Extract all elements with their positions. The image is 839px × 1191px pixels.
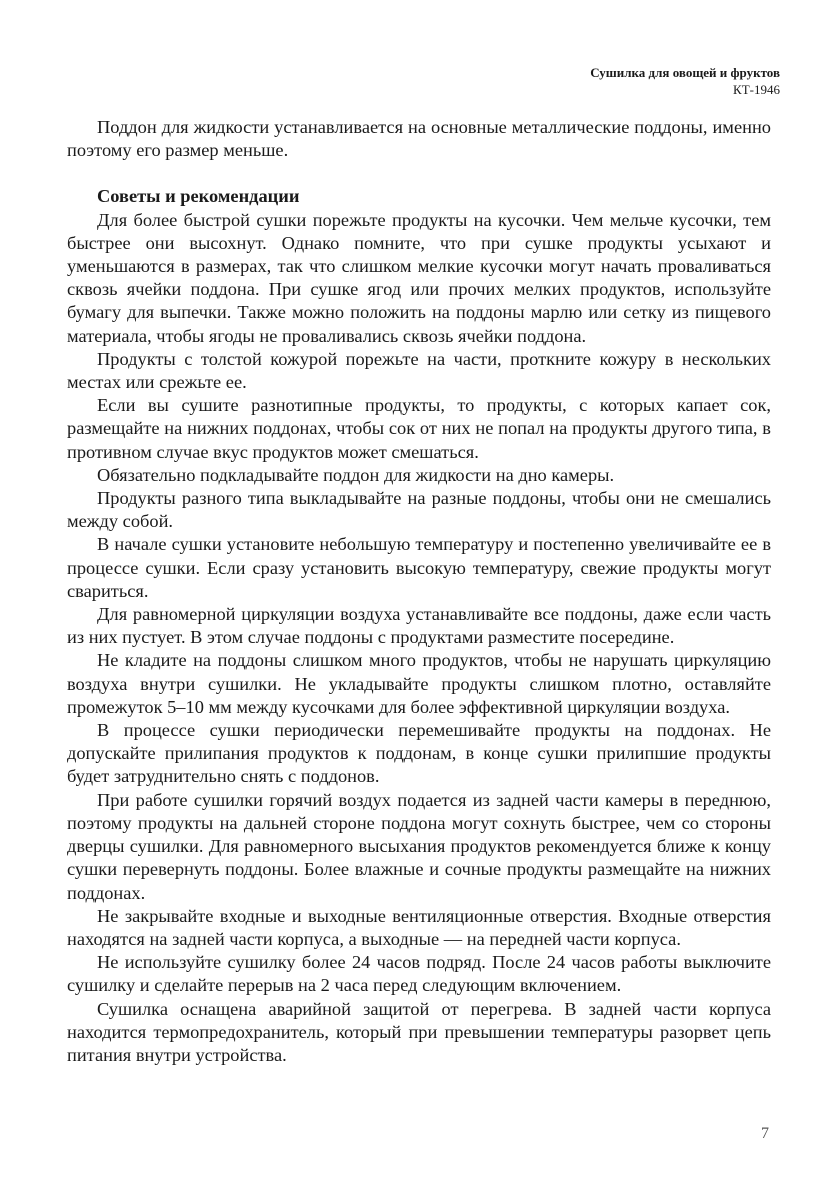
tip-paragraph-3: Если вы сушите разнотипные продукты, то продукты, с которых капает сок, размещайте на нижних поддонах, чтобы сок от них не попал на продукты другого типа, в противном случае вкус продуктов может смешаться. [67, 395, 771, 462]
page-number: 7 [761, 1125, 769, 1142]
intro-paragraph: Поддон для жидкости устанавливается на основные металлические поддоны, именно поэтому его размер меньше. [67, 117, 771, 161]
tip-paragraph-7: Для равномерной циркуляции воздуха устанавливайте все поддоны, даже если часть из них пустует. В этом случае поддоны с продуктами разместите посередине. [67, 604, 771, 648]
page-body [67, 116, 771, 1067]
tip-paragraph-11: Не закрывайте входные и выходные вентиляционные отверстия. Входные отверстия находятся на задней части корпуса, а выходные — на передней части корпуса. [67, 905, 771, 949]
tip-paragraph-5: Продукты разного типа выкладывайте на разные поддоны, чтобы они не смешались между собой. [67, 488, 771, 532]
tip-paragraph-10: При работе сушилки горячий воздух подается из задней части камеры в переднюю, поэтому продукты на дальней стороне поддона могут сохнуть быстрее, чем со стороны дверцы сушилки. Для равномерного высыхания продуктов рекомендуется ближе к концу сушки перевернуть поддоны. Более влажные и сочные продукты размещайте на нижних поддонах. [67, 789, 771, 903]
tip-paragraph-2: Продукты с толстой кожурой порежьте на части, проткните кожуру в нескольких местах или срежьте ее. [67, 348, 771, 393]
tip-paragraph-1: Для более быстрой сушки порежьте продукты на кусочки. Чем мельче кусочки, тем быстрее они высохнут. Однако помните, что при сушке продукты усыхают и уменьшаются в размерах, так что слишком мелкие кусочки могут начать проваливаться сквозь ячейки поддона. При сушке ягод или прочих мелких продуктов, используйте бумагу для выпечки. Также можно положить на поддоны марлю или сетку из пищевого материала, чтобы ягоды не проваливались сквозь ячейки поддона. [67, 209, 771, 346]
section-heading: Советы и рекомендации [97, 186, 300, 207]
tip-paragraph-8: Не кладите на поддоны слишком много продуктов, чтобы не нарушать циркуляцию воздуха внутри сушилки. Не укладывайте продукты слишком плотно, оставляйте промежуток 5–10 мм между кусочками для более эффективной циркуляции воздуха. [67, 650, 771, 717]
tip-paragraph-4: Обязательно подкладывайте поддон для жидкости на дно камеры. [97, 464, 615, 485]
header-product-title: Сушилка для овощей и фруктов [590, 65, 780, 80]
tip-paragraph-9: В процессе сушки периодически перемешивайте продукты на поддонах. Не допускайте прилипания продуктов к поддонам, в конце сушки прилипшие продукты будет затруднительно снять с поддонов. [67, 720, 771, 787]
header-model: КТ-1946 [733, 82, 780, 97]
running-header [590, 64, 780, 98]
tip-paragraph-6: В начале сушки установите небольшую температуру и постепенно увеличивайте ее в процессе сушки. Если сразу установить высокую температуру, свежие продукты могут свариться. [67, 534, 771, 601]
tip-paragraph-13: Сушилка оснащена аварийной защитой от перегрева. В задней части корпуса находится термопредохранитель, который при превышении температуры разорвет цепь питания внутри устройства. [67, 998, 771, 1065]
tip-paragraph-12: Не используйте сушилку более 24 часов подряд. После 24 часов работы выключите сушилку и сделайте перерыв на 2 часа перед следующим включением. [67, 952, 771, 996]
